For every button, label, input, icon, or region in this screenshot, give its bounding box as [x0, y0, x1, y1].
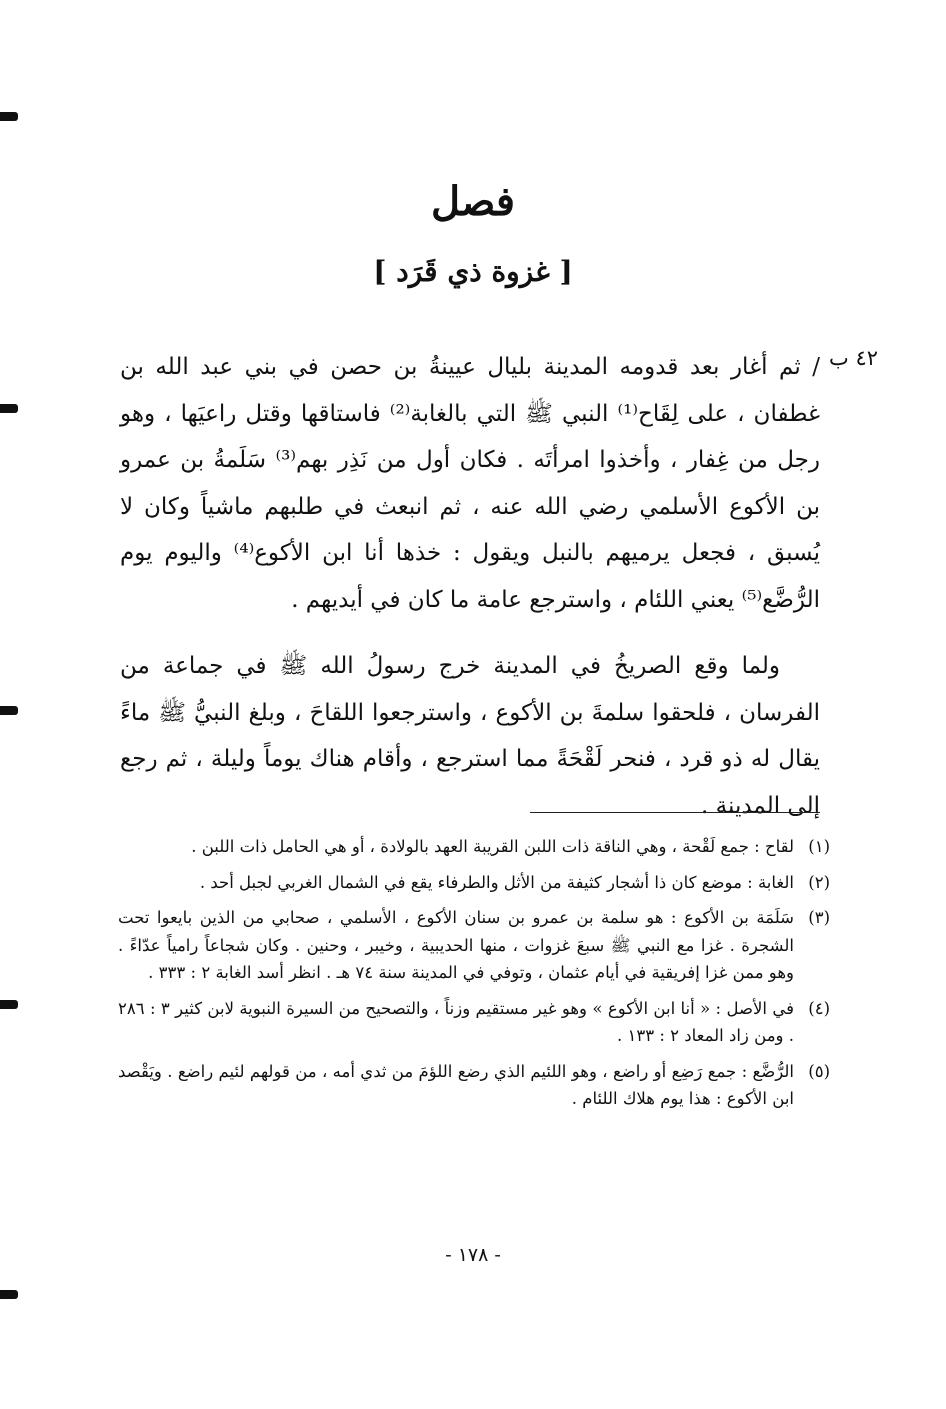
footnote-number: (٣) — [808, 908, 830, 927]
chapter-title: فصل — [430, 178, 516, 225]
footnote — [118, 833, 830, 861]
footnote-number: (٤) — [808, 998, 830, 1018]
footnote-text: لقاح : جمع لَقْحة ، وهي الناقة ذات اللبن القريبة العهد بالولادة ، أو هي الحامل ذات اللبن . — [191, 837, 794, 856]
footnote-number: (٥) — [808, 1061, 830, 1081]
footnote-text: الغابة : موضع كان ذا أشجار كثيفة من الأثل والطرفاء يقع في الشمال الغربي لجبل أحد . — [199, 872, 794, 892]
scan-mark — [0, 404, 18, 413]
page-number: - ١٧٨ - — [445, 1244, 501, 1266]
footnote-text: سَلَمَة بن الأكوع : هو سلمة بن عمرو بن سنان الأكوع ، الأسلمي ، صحابي من الذين بايعوا تحت الشجرة . غزا مع النبي ﷺ سبعَ غزوات ، منها الحديبية ، وخيبر ، وحنين . وكان شجاعاً رامياً عدّاءً . وهو ممن غزا إفريقية في أيام عثمان ، وتوفي في المدينة سنة ٧٤ هـ . انظر أسد الغابة ٢ : ٣٣٣ . — [118, 908, 794, 982]
paragraph-1: / ثم أغار بعد قدومه المدينة بليال عيينةُ بن حصن في بني عبد الله بن غطفان ، على لِقَاح⁽¹⁾ النبي ﷺ التي بالغابة⁽²⁾ فاستاقها وقتل راعيَها ، وهو رجل من غِفار ، وأخذوا امرأتَه . فكان أول من نَذِر بهم⁽³⁾ سَلَمةُ بن عمرو بن الأكوع الأسلمي رضي الله عنه ، ثم انبعث في طلبهم ماشياً وكان لا يُسبق ، فجعل يرميهم بالنبل ويقول : خذها أنا ابن الأكوع⁽⁴⁾ واليوم يوم الرُّضَّع⁽⁵⁾ يعني اللئام ، واسترجع عامة ما كان في أيديهم . — [120, 354, 820, 613]
footnote-text: في الأصل : « أنا ابن الأكوع » وهو غير مستقيم وزناً ، والتصحيح من السيرة النبوية لابن كثير ٣ : ٢٨٦ . ومن زاد المعاد ٢ : ١٣٣ . — [118, 998, 794, 1045]
footnote-separator — [530, 812, 820, 813]
footnote-text: الرُّضَّع : جمع رَضِع أو راضع ، وهو اللئيم الذي رضع اللؤمَ من ثدي أمه ، من قولهم لئيم راضع . ويَقْصد ابن الأكوع : هذا يوم هلاك اللئام . — [118, 1061, 794, 1108]
footnote-number: (١) — [808, 837, 830, 856]
scan-mark — [0, 706, 18, 715]
footnote — [118, 869, 830, 897]
footnotes — [118, 833, 830, 1121]
manuscript-folio-note: ٤٢ ب — [828, 346, 878, 370]
scan-mark — [0, 1000, 18, 1009]
footnote — [118, 1058, 830, 1113]
paragraph-2: ولما وقع الصريخُ في المدينة خرج رسولُ الله ﷺ في جماعة من الفرسان ، فلحقوا سلمةَ بن الأكوع ، واسترجعوا اللقاحَ ، وبلغ النبيُّ ﷺ ماءً يقال له ذو قرد ، فنحر لَقْحَةً مما استرجع ، وأقام هناك يوماً وليلة ، ثم رجع إلى المدينة . — [120, 653, 820, 819]
scan-mark — [0, 112, 18, 121]
footnote — [118, 995, 830, 1050]
main-text — [120, 344, 820, 829]
scan-mark — [0, 1290, 18, 1299]
footnote-number: (٢) — [808, 872, 830, 892]
section-subtitle: [ غزوة ذي قَرَد ] — [373, 255, 573, 288]
footnote — [118, 904, 830, 987]
